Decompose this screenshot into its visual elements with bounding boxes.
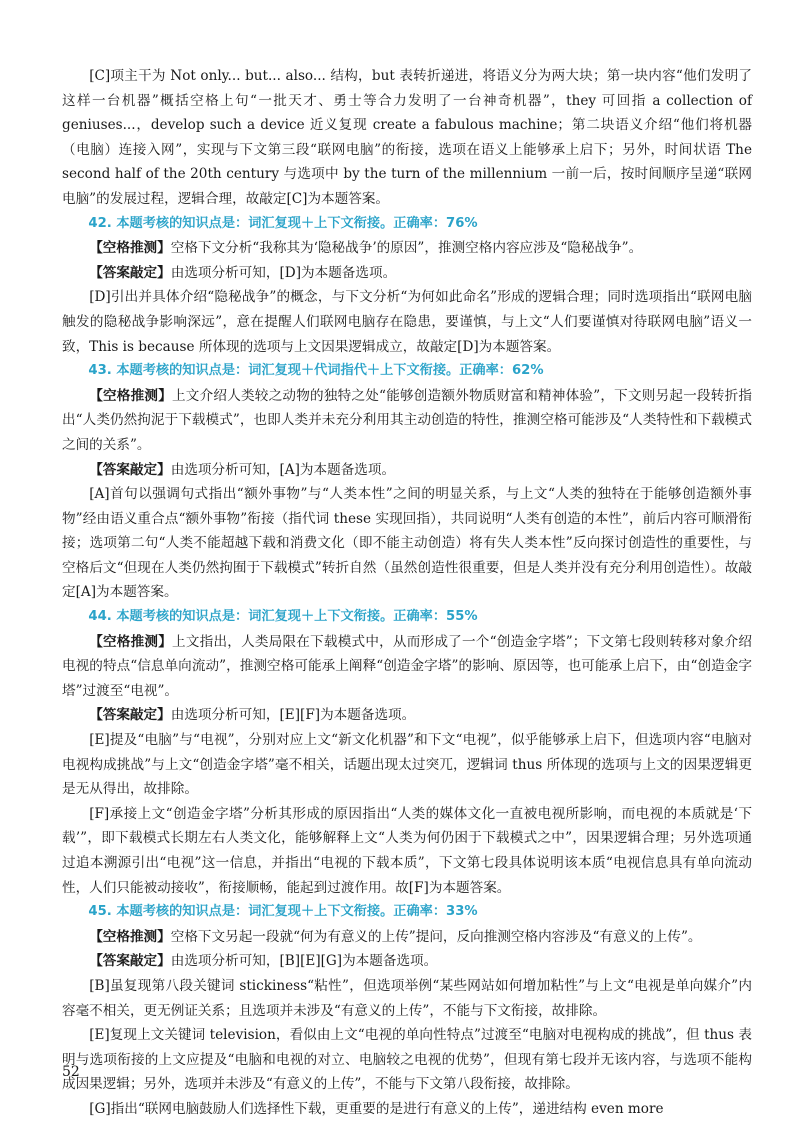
labeled-paragraph — [62, 458, 752, 483]
paragraph: [D]引出并具体介绍“隐秘战争”的概念，与下文分析“为何如此命名”形成的逻辑合理；同时选项指出“联网电脑触发的隐秘战争影响深远”，意在提醒人们联网电脑存在隐患，要谨慎，与上文“人们要谨慎对待联网电脑”语义一致，This is because 所体现的选项与上文因果逻辑成立，故敲定[D]为本题答案。 — [62, 289, 752, 355]
paragraph-text: 空格下文另起一段就“何为有意义的上传”提问，反向推测空格内容涉及“有意义的上传”。 — [170, 928, 702, 945]
section-label: 【空格推测】 — [89, 633, 173, 650]
labeled-paragraph — [62, 925, 752, 950]
section-label: 【答案敲定】 — [89, 264, 171, 281]
paragraph: [C]项主干为 Not only... but... also... 结构，but 表转折递进，将语义分为两大块；第一块内容“他们发明了这样一台机器”概括空格上句“一批天才、勇士等合力发明了一台神奇机器”，they 可回指 a collection of geniuses...，develop such a device 近义复现 create a fabulous machine；第二块语义介绍“他们将机器（电脑）连接入网”，实现与下文第三段“联网电脑”的衔接，选项在语义上能够承上启下；另外，时间状语 The second half of the 20th century 与选项中 by the turn of the millennium 一前一后，按时间顺序呈递“联网电脑”的发展过程，逻辑合理，故敲定[C]为本题答案。 — [62, 68, 752, 207]
paragraph-text: 由选项分析可知，[D]为本题备选项。 — [170, 264, 397, 281]
labeled-paragraph — [62, 261, 752, 286]
paragraph: [E]复现上文关键词 television，看似由上文“电视的单向性特点”过渡至“电脑对电视构成的挑战”，但 thus 表明与选项衔接的上文应提及“电脑和电视的对立、电脑较之电视的优势”，但现有第七段并无该内容，与选项不能构成因果逻辑；另外，选项并未涉及“有意义的上传”，不能与下文第八段衔接，故排除。 — [62, 1027, 752, 1093]
section-label: 【答案敲定】 — [89, 461, 171, 478]
paragraph: [G]指出“联网电脑鼓励人们选择性下载，更重要的是进行有意义的上传”，递进结构 even more — [89, 1100, 664, 1117]
paragraph-text: 由选项分析可知，[B][E][G]为本题备选项。 — [170, 953, 438, 970]
paragraph: [F]承接上文“创造金字塔”分析其形成的原因指出“人类的媒体文化一直被电视所影响，而电视的本质就是‘下载’”，即下载模式长期左右人类文化，能够解释上文“人类为何仍困于下载模式之中”，因果逻辑合理；另外选项通过追本溯源引出“电视”这一信息，并指出“电视的下载本质”，下文第七段具体说明该本质“电视信息具有单向流动性，人们只能被动接收”，衔接顺畅，能起到过渡作用。故[F]为本题答案。 — [62, 805, 752, 896]
section-label: 【空格推测】 — [89, 240, 171, 257]
page-number: 52 — [62, 1064, 80, 1080]
section-label: 【答案敲定】 — [89, 707, 171, 724]
labeled-paragraph — [62, 949, 752, 974]
paragraph: [A]首句以强调句式指出“额外事物”与“人类本性”之间的明显关系，与上文“人类的独特在于能够创造额外事物”经由语义重合点“额外事物”衔接（指代词 these 实现回指），共同说明“人类有创造的本性”，前后内容可顺滑衔接；选项第二句“人类不能超越下载和消费文化（即不能主动创造）将有失人类本性”反向探讨创造性的重要性，与空格后文“但现在人类仍然拘囿于下载模式”转折自然（虽然创造性很重要，但是人类并没有充分利用创造性）。故敲定[A]为本题答案。 — [62, 486, 752, 601]
labeled-paragraph — [62, 384, 752, 458]
question-heading: 45. 本题考核的知识点是：词汇复现＋上下文衔接。正确率：33% — [88, 904, 478, 920]
question-heading: 44. 本题考核的知识点是：词汇复现＋上下文衔接。正确率：55% — [88, 609, 478, 625]
section-label: 【空格推测】 — [89, 387, 172, 404]
question-heading: 42. 本题考核的知识点是：词汇复现＋上下文衔接。正确率：76% — [88, 215, 478, 231]
section-label: 【空格推测】 — [89, 928, 171, 945]
labeled-paragraph — [62, 630, 752, 704]
question-heading: 43. 本题考核的知识点是：词汇复现＋代词指代＋上下文衔接。正确率：62% — [88, 363, 544, 379]
paragraph-text: 由选项分析可知，[A]为本题备选项。 — [170, 461, 396, 478]
labeled-paragraph — [62, 703, 752, 728]
paragraph-text: 上文介绍人类较之动物的独特之处“能够创造额外物质财富和精神体验”，下文则另起一段转折指出“人类仍然拘泥于下载模式”，也即人类并未充分利用其主动创造的特性，推测空格可能涉及“人类特性和下载模式之间的关系”。 — [62, 387, 752, 453]
paragraph-text: 空格下文分析“我称其为‘隐秘战争’的原因”，推测空格内容应涉及“隐秘战争”。 — [170, 240, 643, 257]
labeled-paragraph — [62, 236, 752, 261]
section-label: 【答案敲定】 — [89, 953, 171, 970]
paragraph: [E]提及“电脑”与“电视”，分别对应上文“新文化机器”和下文“电视”，似乎能够承上启下，但选项内容“电脑对电视构成挑战”与上文“创造金字塔”毫不相关，话题出现太过突兀，逻辑词 thus 所体现的选项与上文的因果逻辑更是无从得出，故排除。 — [62, 732, 752, 798]
paragraph-text: 由选项分析可知，[E][F]为本题备选项。 — [170, 707, 416, 724]
paragraph: [B]虽复现第八段关键词 stickiness“粘性”，但选项举例“某些网站如何增加粘性”与上文“电视是单向媒介”内容毫不相关，更无例证关系；且选项并未涉及“有意义的上传”，不能与下文衔接，故排除。 — [62, 977, 752, 1019]
document-body — [62, 64, 752, 1122]
paragraph-text: 上文指出，人类局限在下载模式中，从而形成了一个“创造金字塔”；下文第七段则转移对象介绍电视的特点“信息单向流动”，推测空格可能承上阐释“创造金字塔”的影响、原因等，也可能承上启下，由“创造金字塔”过渡至“电视”。 — [62, 633, 752, 699]
